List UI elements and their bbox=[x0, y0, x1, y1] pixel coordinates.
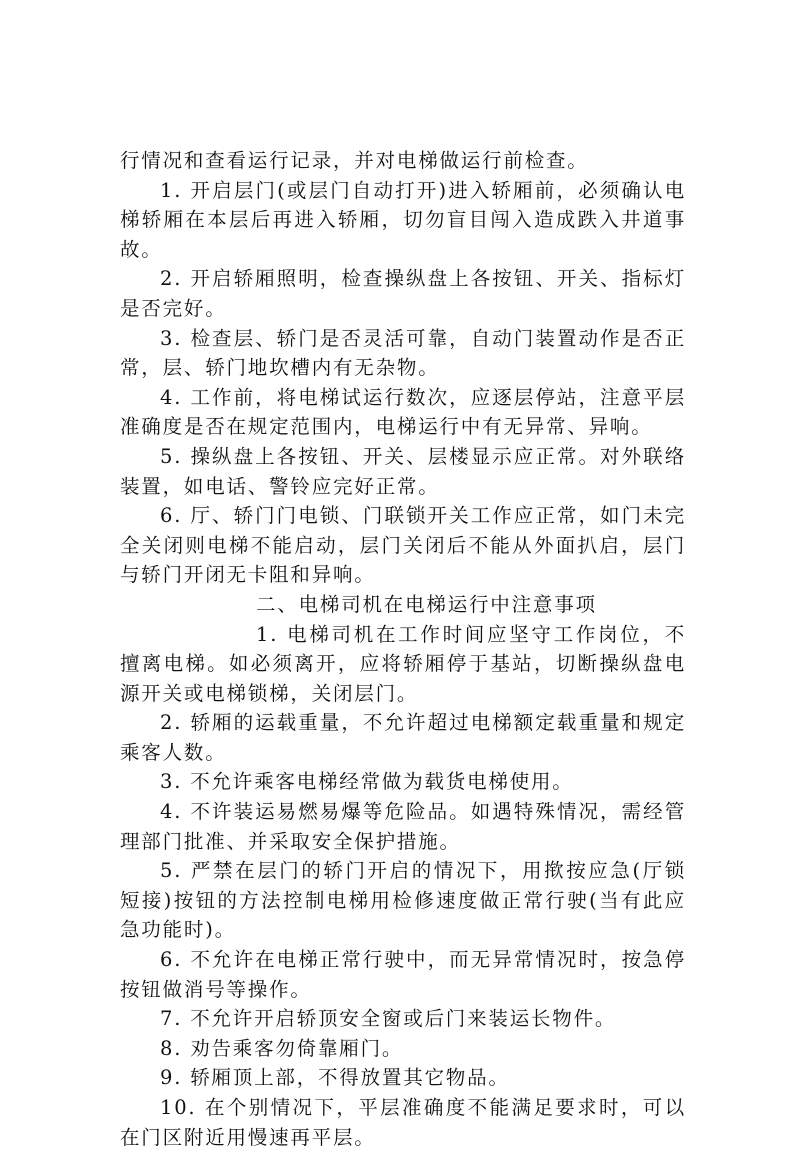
paragraph-section2-item-3: 3. 不允许乘客电梯经常做为载货电梯使用。 bbox=[160, 770, 574, 794]
paragraph-section2-item-1: 1. 电梯司机在工作时间应坚守工作岗位，不擅离电梯。如必须离开，应将轿厢停于基站，切断操纵盘电源开关或电梯锁梯，关闭层门。 bbox=[120, 622, 686, 705]
paragraph-item-3: 3. 检查层、轿门是否灵活可靠，自动门装置动作是否正常，层、轿门地坎槽内有无杂物。 bbox=[120, 326, 686, 380]
paragraph-section2-item-2: 2. 轿厢的运载重量，不允许超过电梯额定载重量和规定乘客人数。 bbox=[120, 711, 686, 764]
paragraph-section2-item-5: 5. 严禁在层门的轿门开启的情况下，用揿按应急(厅锁短接)按钮的方法控制电梯用检修速度做正常行驶(当有此应急功能时)。 bbox=[120, 859, 686, 942]
paragraph-item-2: 2. 开启轿厢照明，检查操纵盘上各按钮、开关、指标灯是否完好。 bbox=[120, 267, 686, 320]
paragraph-item-5: 5. 操纵盘上各按钮、开关、层楼显示应正常。对外联络装置，如电话、警铃应完好正常。 bbox=[120, 444, 686, 498]
paragraph-item-6: 6. 厅、轿门门电锁、门联锁开关工作应正常，如门未完全关闭则电梯不能启动，层门关闭后不能从外面扒启，层门与轿门开闭无卡阻和异响。 bbox=[120, 504, 686, 587]
document-page bbox=[120, 146, 686, 1152]
paragraph-section2-item-6: 6. 不允许在电梯正常行驶中，而无异常情况时，按急停按钮做消号等操作。 bbox=[120, 948, 686, 1001]
paragraph-item-1: 1. 开启层门(或层门自动打开)进入轿厢前，必须确认电梯轿厢在本层后再进入轿厢，切勿盲目闯入造成跌入井道事故。 bbox=[120, 178, 686, 261]
paragraph-continuation: 行情况和查看运行记录，并对电梯做运行前检查。 bbox=[120, 149, 589, 172]
paragraph-section2-item-7: 7. 不允许开启轿顶安全窗或后门来装运长物件。 bbox=[160, 1007, 617, 1031]
paragraph-section2-item-8: 8. 劝告乘客勿倚靠厢门。 bbox=[160, 1036, 404, 1060]
paragraph-section2-item-9: 9. 轿厢顶上部，不得放置其它物品。 bbox=[160, 1066, 510, 1090]
paragraph-section2-item-4: 4. 不许装运易燃易爆等危险品。如遇特殊情况，需经管理部门批准、并采取安全保护措施。 bbox=[120, 800, 686, 853]
paragraph-item-4: 4. 工作前，将电梯试运行数次，应逐层停站，注意平层准确度是否在规定范围内，电梯运行中有无异常、异响。 bbox=[120, 385, 686, 439]
section-heading: 二、电梯司机在电梯运行中注意事项 bbox=[256, 592, 597, 616]
paragraph-section2-item-10: 10. 在个别情况下，平层准确度不能满足要求时，可以在门区附近用慢速再平层。 bbox=[120, 1096, 686, 1149]
